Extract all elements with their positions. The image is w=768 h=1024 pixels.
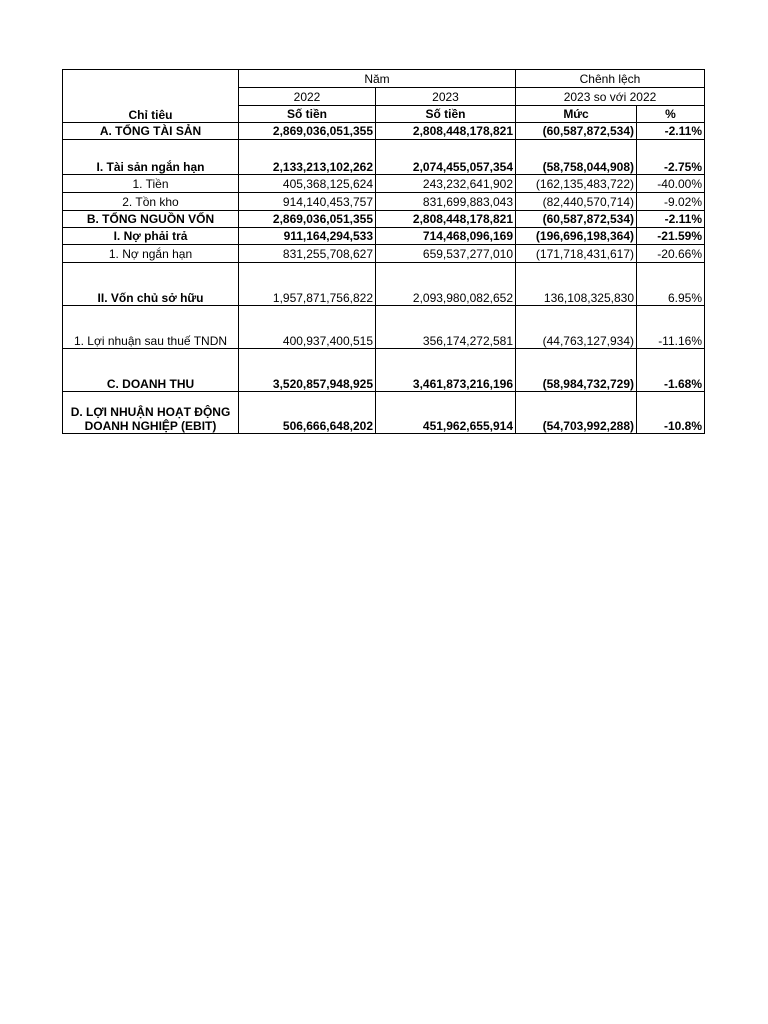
row-diff: (82,440,570,714) xyxy=(516,193,637,211)
row-label: B. TỔNG NGUỒN VỐN xyxy=(63,211,239,228)
row-pct: -2.75% xyxy=(637,140,705,175)
row-value-2023: 2,808,448,178,821 xyxy=(376,123,516,140)
row-label: II. Vốn chủ sở hữu xyxy=(63,263,239,306)
row-label: C. DOANH THU xyxy=(63,349,239,392)
row-value-2022: 400,937,400,515 xyxy=(239,306,376,349)
row-value-2022: 506,666,648,202 xyxy=(239,392,376,434)
row-value-2023: 831,699,883,043 xyxy=(376,193,516,211)
row-value-2023: 659,537,277,010 xyxy=(376,245,516,263)
header-chi-tieu: Chỉ tiêu xyxy=(63,70,239,123)
row-value-2023: 2,093,980,082,652 xyxy=(376,263,516,306)
row-value-2022: 2,133,213,102,262 xyxy=(239,140,376,175)
row-value-2023: 243,232,641,902 xyxy=(376,175,516,193)
header-pct: % xyxy=(637,106,705,123)
row-pct: -9.02% xyxy=(637,193,705,211)
row-diff: (58,758,044,908) xyxy=(516,140,637,175)
row-value-2022: 1,957,871,756,822 xyxy=(239,263,376,306)
row-label: I. Nợ phải trả xyxy=(63,228,239,245)
row-pct: -1.68% xyxy=(637,349,705,392)
row-value-2022: 3,520,857,948,925 xyxy=(239,349,376,392)
row-label: 1. Tiền xyxy=(63,175,239,193)
row-diff: 136,108,325,830 xyxy=(516,263,637,306)
header-year-2023: 2023 xyxy=(376,88,516,106)
row-label: 1. Lợi nhuận sau thuế TNDN xyxy=(63,306,239,349)
row-diff: (162,135,483,722) xyxy=(516,175,637,193)
header-muc: Mức xyxy=(516,106,637,123)
table-row xyxy=(63,193,705,211)
row-value-2022: 911,164,294,533 xyxy=(239,228,376,245)
table-row xyxy=(63,228,705,245)
row-label: 1. Nợ ngắn hạn xyxy=(63,245,239,263)
row-value-2023: 356,174,272,581 xyxy=(376,306,516,349)
header-nam: Năm xyxy=(239,70,516,88)
row-label: D. LỢI NHUẬN HOẠT ĐỘNG DOANH NGHIỆP (EBIT) xyxy=(63,392,239,434)
row-pct: -2.11% xyxy=(637,123,705,140)
row-diff: (171,718,431,617) xyxy=(516,245,637,263)
header-chenh-lech: Chênh lệch xyxy=(516,70,705,88)
row-value-2023: 714,468,096,169 xyxy=(376,228,516,245)
row-diff: (54,703,992,288) xyxy=(516,392,637,434)
header-so-tien-2022: Số tiền xyxy=(239,106,376,123)
row-label: A. TỔNG TÀI SẢN xyxy=(63,123,239,140)
header-year-2022: 2022 xyxy=(239,88,376,106)
row-pct: -40.00% xyxy=(637,175,705,193)
table-row xyxy=(63,349,705,392)
table-row xyxy=(63,140,705,175)
row-value-2022: 914,140,453,757 xyxy=(239,193,376,211)
table-row xyxy=(63,175,705,193)
financial-comparison-table xyxy=(62,69,705,434)
row-value-2022: 831,255,708,627 xyxy=(239,245,376,263)
row-value-2023: 2,808,448,178,821 xyxy=(376,211,516,228)
table-row xyxy=(63,123,705,140)
table-row xyxy=(63,211,705,228)
row-value-2023: 3,461,873,216,196 xyxy=(376,349,516,392)
header-row-1 xyxy=(63,70,705,88)
row-value-2023: 2,074,455,057,354 xyxy=(376,140,516,175)
row-diff: (60,587,872,534) xyxy=(516,123,637,140)
row-diff: (60,587,872,534) xyxy=(516,211,637,228)
row-label: I. Tài sản ngắn hạn xyxy=(63,140,239,175)
row-value-2023: 451,962,655,914 xyxy=(376,392,516,434)
row-value-2022: 405,368,125,624 xyxy=(239,175,376,193)
table-row xyxy=(63,263,705,306)
header-compare: 2023 so với 2022 xyxy=(516,88,705,106)
table-row xyxy=(63,392,705,434)
row-diff: (196,696,198,364) xyxy=(516,228,637,245)
row-value-2022: 2,869,036,051,355 xyxy=(239,123,376,140)
row-diff: (44,763,127,934) xyxy=(516,306,637,349)
row-pct: -21.59% xyxy=(637,228,705,245)
row-pct: -11.16% xyxy=(637,306,705,349)
row-pct: -2.11% xyxy=(637,211,705,228)
row-pct: -20.66% xyxy=(637,245,705,263)
header-so-tien-2023: Số tiền xyxy=(376,106,516,123)
row-pct: 6.95% xyxy=(637,263,705,306)
table-row xyxy=(63,245,705,263)
row-label: 2. Tồn kho xyxy=(63,193,239,211)
row-diff: (58,984,732,729) xyxy=(516,349,637,392)
row-value-2022: 2,869,036,051,355 xyxy=(239,211,376,228)
table-row xyxy=(63,306,705,349)
row-pct: -10.8% xyxy=(637,392,705,434)
